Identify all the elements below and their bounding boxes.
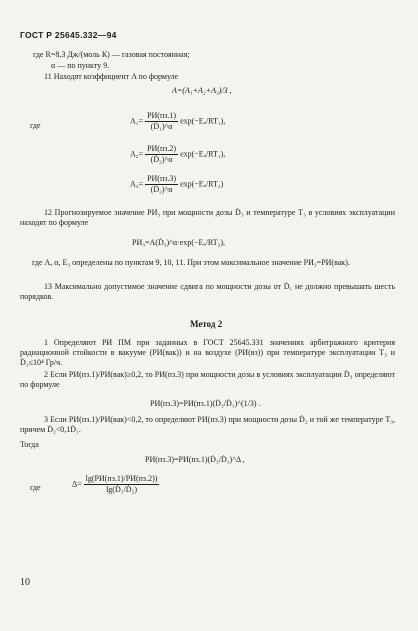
- formula-numerator: РИ(пз.1): [147, 111, 177, 120]
- formula-a1: A₁= $\frac{РИ(пз.1)}{\text{(Ḋ₁)\textasciicircum{}α}}$ exp(−Eₐ/RT₁),: [130, 111, 226, 131]
- paragraph-m3: 3 Если РИ(пз.1)/РИ(вак)<0,2, то определяют РИ(пз.3) при мощности дозы Ḋ₂ и той же температуре T₃, причем Ḋ₂<0,1Ḋ₁.: [20, 415, 395, 434]
- paragraph-12: 12 Прогнозируемое значение РИ₃ при мощности дозы Ḋ₃ и температуре T₃ в условиях эксплуатации находят по формуле: [20, 208, 395, 227]
- formula-numerator: lg(РИ(пз.1)/РИ(пз.2)): [85, 474, 158, 483]
- page-header: ГОСТ Р 25645.332—94: [20, 30, 117, 40]
- text-line: Тогда: [20, 440, 39, 449]
- formula-denominator: (Ḋ₂)^α: [150, 155, 173, 164]
- formula-ri-pred: РИ₃=A(Ḋ₃)^α·exp(−Eₐ/RT₃),: [132, 238, 226, 247]
- text-line: где R=8,3 Дж/(моль К) — газовая постоянная;: [33, 50, 190, 59]
- paragraph-13: 13 Максимально допустимое значение сдвига по мощности дозы от Ḋ₁ не должно превышать шесть порядков.: [20, 282, 395, 301]
- formula-denominator: (Ḋ₁)^α: [150, 122, 173, 131]
- formula-denominator: (Ḋ₂)^α: [150, 185, 173, 194]
- formula-a3: A₃= $\frac{РИ(пз.3)}{\text{(Ḋ₂)\textasciicircum{}α}}$ exp(−Eₐ/RT₂): [130, 174, 224, 194]
- formula-numerator: РИ(пз.2): [147, 144, 177, 153]
- section-title: Метод 2: [190, 319, 223, 329]
- label-where: где: [30, 483, 41, 492]
- formula-ri-pz3: РИ(пз.3)=РИ(пз.1)(Ḋ₃/Ḋ₁)^(1/3) .: [150, 399, 261, 408]
- paragraph-m1: 1 Определяют РИ ПМ при заданных в ГОСТ 25645.331 значениях арбитражного критерия радиационной стойкости в вакууме (РИ(вак)) и на воздухе (РИ(вз)) при температуре эксплуатации T₃ и Ḋ₁≤10⁴ Гр/ч.: [20, 338, 395, 367]
- paragraph-m2: 2 Если РИ(пз.1)/РИ(вак)≥0,2, то РИ(пз.3) при мощности дозы в условиях эксплуатации Ḋ₃ определяют по формуле: [20, 370, 395, 389]
- formula-ri-pz3b: РИ(пз.3)=РИ(пз.1)(Ḋ₃/Ḋ₁)^Δ ,: [145, 455, 245, 464]
- formula-numerator: РИ(пз.3): [147, 174, 177, 183]
- formula-a: A=(A₁+A₂+A₃)/3 ,: [172, 86, 232, 95]
- formula-denominator: lg(Ḋ₁/Ḋ₂): [106, 485, 137, 494]
- text-line: 11 Находят коэффициент A по формуле: [44, 72, 179, 81]
- paragraph-12b: где A, α, E₃ определены по пунктам 9, 10, 11. При этом максимальное значение РИ₃=РИ(вак).: [32, 258, 350, 267]
- page-number: 10: [20, 577, 30, 588]
- label-where: где: [30, 121, 41, 130]
- text-line: α — по пункту 9.: [51, 61, 110, 70]
- formula-delta: Δ= $\frac{\lg(РИ(пз.1)/РИ(пз.2))}{\text{lg(Ḋ₁/Ḋ₂)}}$: [72, 474, 158, 494]
- formula-a2: A₂= $\frac{РИ(пз.2)}{\text{(Ḋ₂)\textasciicircum{}α}}$ exp(−Eₐ/RT₁),: [130, 144, 226, 164]
